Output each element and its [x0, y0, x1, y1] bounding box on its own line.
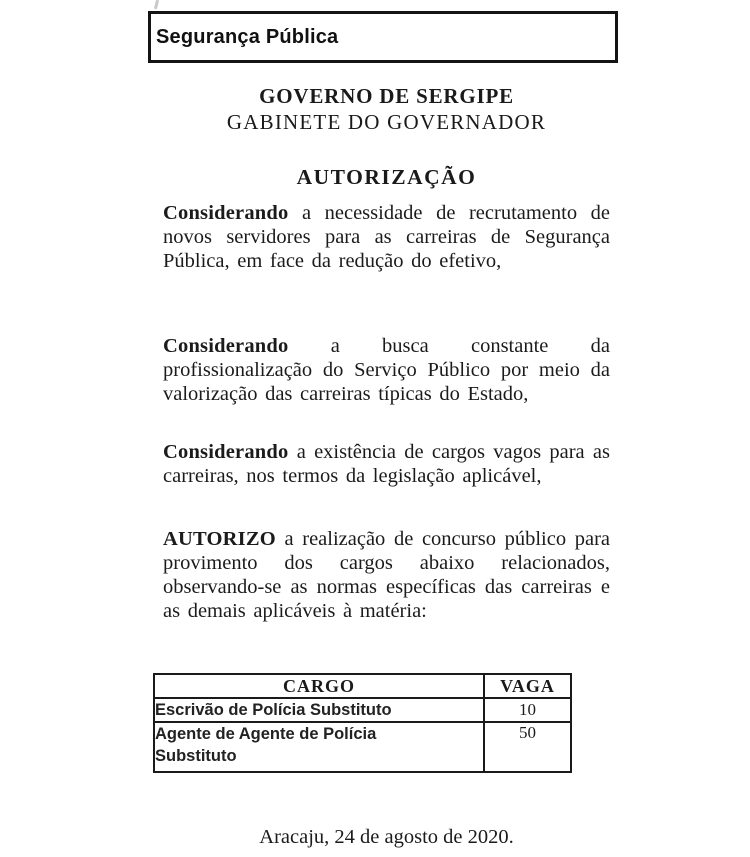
cell-cargo-text: Agente de Agente de Polícia Substituto — [155, 725, 377, 765]
paragraph-considerando-3 — [163, 440, 610, 488]
category-label: Segurança Pública — [156, 25, 339, 48]
letterhead — [163, 84, 610, 135]
cell-cargo-text: Escrivão de Polícia Substituto — [155, 701, 392, 719]
cell-vaga: 10 — [484, 698, 571, 722]
document-title: AUTORIZAÇÃO — [296, 165, 477, 189]
scan-artifact — [154, 0, 159, 9]
paragraph-body-text: a busca constante da profissionalização do Serviço Público por meio da valorização das carreiras típicas do Estado, — [163, 335, 610, 405]
vacancies-table — [153, 673, 572, 773]
date-line: Aracaju, 24 de agosto de 2020. — [259, 826, 514, 848]
paragraph-lead-word: Considerando — [163, 441, 289, 463]
paragraph-lead-word: AUTORIZO — [163, 528, 276, 550]
paragraph-lead-word: Considerando — [163, 335, 289, 357]
paragraph-body-text: a existência de cargos vagos para as carreiras, nos termos da legislação aplicável, — [163, 441, 610, 487]
paragraph-body-text: a necessidade de recrutamento de novos servidores para as carreiras de Segurança Pública, em face da redução do efetivo, — [163, 202, 610, 272]
column-header-cargo: CARGO — [154, 674, 484, 698]
cell-cargo — [154, 698, 484, 722]
letterhead-government-line: GOVERNO DE SERGIPE — [259, 84, 514, 108]
paragraph-considerando-2 — [163, 334, 610, 406]
category-box — [148, 11, 618, 63]
cell-vaga: 50 — [484, 722, 571, 772]
column-header-vaga: VAGA — [484, 674, 571, 698]
letterhead-office-line: GABINETE DO GOVERNADOR — [226, 110, 547, 134]
table-row — [154, 722, 571, 772]
paragraph-body-text: a realização de concurso público para provimento dos cargos abaixo relacionados, observando-se as normas específicas das carreiras e as demais aplicáveis à matéria: — [163, 528, 610, 622]
table-header-row — [154, 674, 571, 698]
paragraph-considerando-1 — [163, 201, 610, 273]
paragraph-autorizo — [163, 527, 610, 623]
table-row — [154, 698, 571, 722]
paragraph-lead-word: Considerando — [163, 202, 289, 224]
cell-cargo — [154, 722, 484, 772]
